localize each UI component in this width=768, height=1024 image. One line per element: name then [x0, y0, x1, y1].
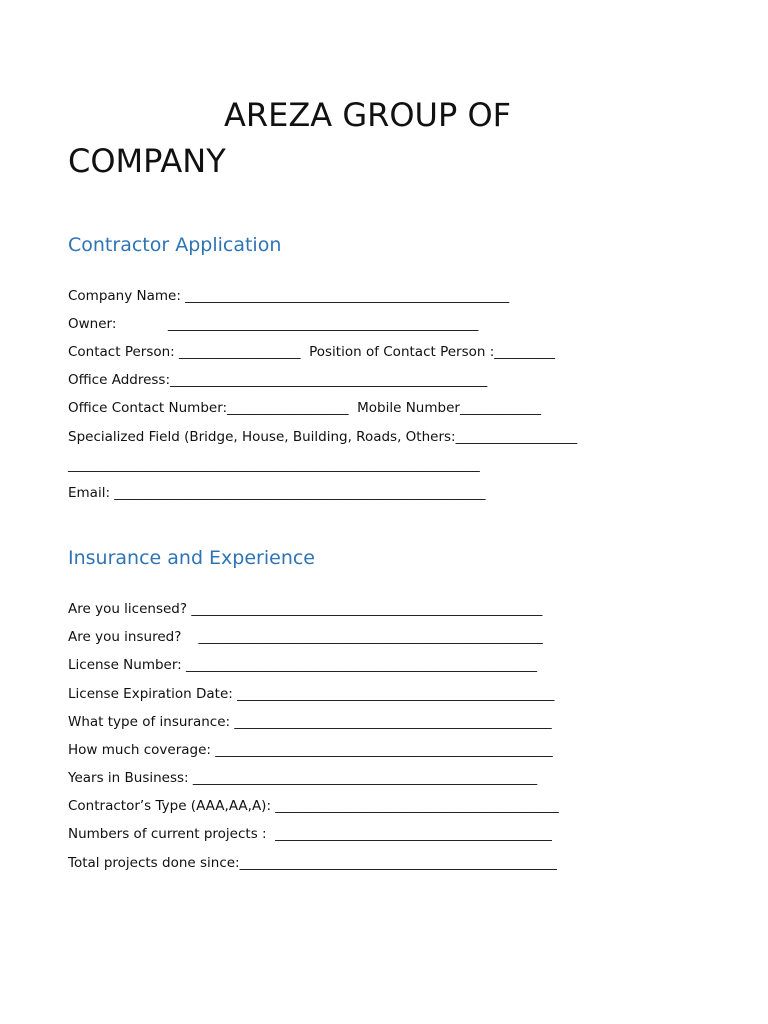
field-office-contact-number: Office Contact Number:__________________ Mobile Number____________ [68, 400, 541, 416]
field-insurance-type: What type of insurance: _______________________________________________ [68, 714, 552, 730]
field-are-you-insured: Are you insured? ___________________________________________________ [68, 629, 543, 645]
field-specialized-field: Specialized Field (Bridge, House, Building, Roads, Others:__________________ [68, 429, 578, 445]
field-contact-person: Contact Person: __________________ Position of Contact Person :_________ [68, 344, 556, 360]
field-are-you-licensed: Are you licensed? ____________________________________________________ [68, 601, 543, 617]
field-license-number: License Number: ____________________________________________________ [68, 657, 538, 673]
field-office-address: Office Address:_______________________________________________ [68, 372, 488, 388]
title-line-1: AREZA GROUP OF [224, 96, 512, 134]
field-email: Email: _______________________________________________________ [68, 485, 486, 501]
field-current-projects: Numbers of current projects : _________________________________________ [68, 826, 552, 842]
field-owner: Owner: ______________________________________________ [68, 316, 479, 332]
section-heading-insurance-experience: Insurance and Experience [68, 547, 315, 569]
field-total-projects: Total projects done since:_______________________________________________ [68, 855, 557, 871]
field-years-in-business: Years in Business: ___________________________________________________ [68, 770, 538, 786]
title-line-2: COMPANY [68, 142, 226, 180]
field-company-name: Company Name: ________________________________________________ [68, 288, 510, 304]
document-title [68, 92, 708, 184]
field-license-expiration-date: License Expiration Date: _______________________________________________ [68, 686, 555, 702]
section-heading-contractor-application: Contractor Application [68, 234, 282, 256]
field-specialized-field-continued: _____________________________________________________________ [68, 457, 480, 473]
field-contractor-type: Contractor’s Type (AAA,AA,A): __________________________________________ [68, 798, 559, 814]
field-coverage: How much coverage: __________________________________________________ [68, 742, 553, 758]
